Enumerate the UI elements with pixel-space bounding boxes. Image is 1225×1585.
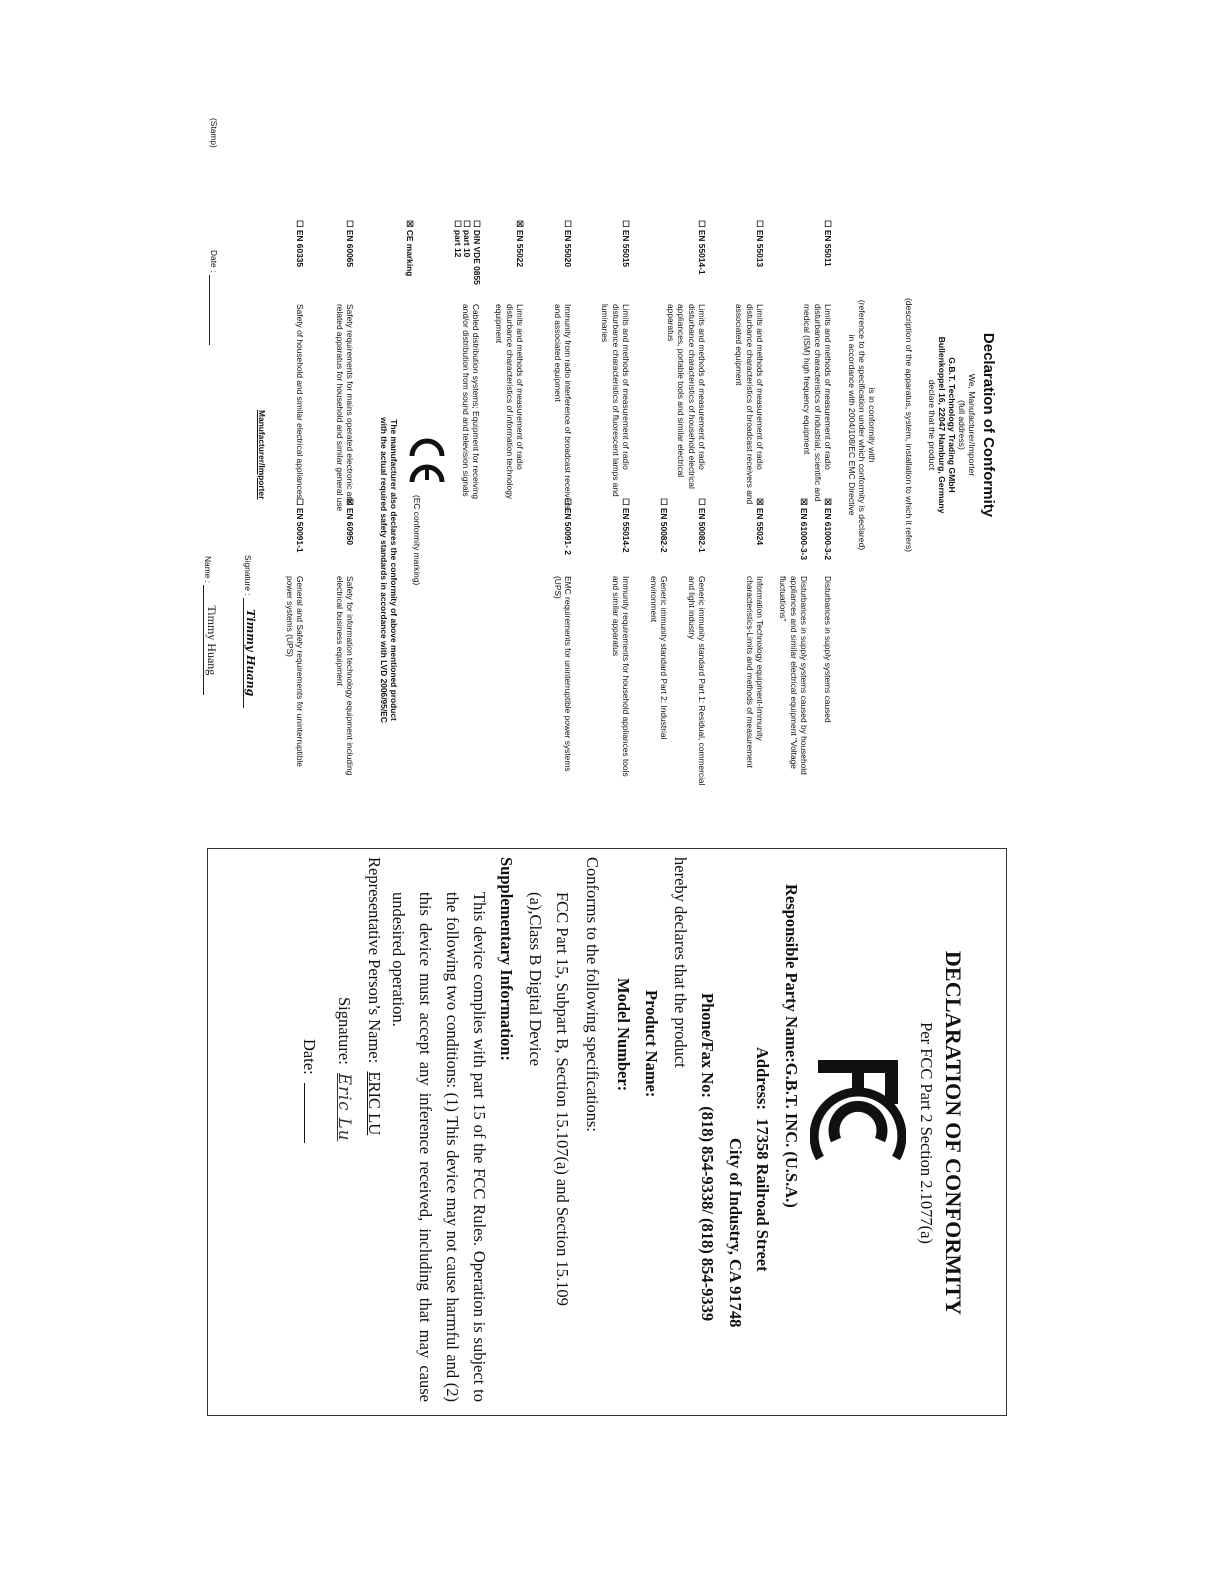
manufacturer-label: Manufacturer/Importer [257, 410, 267, 500]
standard-desc: Limits and methods of measurement of radio disturbance characteristics of household electrical appliances, portable tools and similar electrical apparatus [666, 304, 707, 489]
eu-line: (description of the apparatus, system, installation to which it refers) [904, 297, 914, 553]
product-name-label: Product Name: [642, 990, 661, 1098]
signature-label: Signature: [335, 997, 354, 1065]
eu-line: Bullenkoppel 16, 22047 Hamburg, Germany [937, 336, 947, 514]
standard-desc: Safety for information technology equipment including electrical business equipment [334, 576, 355, 776]
date-label: Date: [300, 1039, 319, 1075]
phone-row [697, 993, 717, 1321]
ce-mark-icon [409, 430, 445, 490]
eu-declaration [203, 100, 1005, 786]
standard-desc: Disturbances in supply systems caused [823, 576, 833, 723]
eu-date-row [209, 250, 219, 345]
phone-value: (818) 854-9338/ (818) 854-9339 [698, 1106, 717, 1322]
declares-line: hereby declares that the product [671, 857, 690, 1068]
ce-caption: (EC conformity marking) [412, 495, 422, 586]
fcc-signature-row [334, 997, 354, 1141]
standard-code: ☐ EN 55015 [621, 220, 631, 268]
stamp-label: (Stamp) [209, 118, 219, 148]
name-label: Name : [203, 556, 213, 583]
standard-desc: Information Technology equipment-Immunity characteristics-Limits and methods of measurement [744, 576, 765, 768]
standard-desc: Limits and methods of measurement of radio disturbance characteristics of broadcast receivers and associated equipment [734, 304, 765, 505]
standard-desc: General and Safety requirements for uninterruptible power systems (UPS) [284, 576, 305, 767]
signature-label: Signature : [243, 555, 253, 596]
standard-code: ☐ EN 50091-1 [295, 498, 305, 553]
conforms-line: Conforms to the following specifications: [583, 857, 602, 1132]
standard-desc: Limits and methods of measurement of radio disturbance characteristics of fluorescent lamps and luminaries [600, 304, 631, 497]
date-label: Date : [209, 250, 219, 273]
standard-code: ☐ EN 50082-1 [697, 498, 707, 553]
eu-line: declare that the product [927, 379, 937, 471]
standard-code: ☐ EN 55014-2 [621, 498, 631, 553]
date-line [209, 275, 210, 345]
date-line [304, 1083, 305, 1143]
standard-code: ☐ EN 60335 [295, 220, 305, 268]
representative-row [364, 857, 384, 1135]
representative-value: ERIC LU [365, 1071, 384, 1136]
standard-code: ☐ EN 50091- 2 [563, 498, 573, 555]
standard-code: ☐ DIN VDE 0855 ☐ part 10 ☐ part 12 [453, 220, 482, 285]
standard-code: ☐ EN 55013 [755, 220, 765, 268]
lvd-note [379, 380, 399, 760]
supplementary-text: This device complies with part 15 of the FCC Rules. Operation is subject to the following two conditions: (1) This device may not cause harmful and (2) this device must accept any inference received, including that may cause undesired operation. [389, 892, 489, 1402]
lvd-note-line: with the actual required safety standards in accordance with LVD 2006/95/EC [379, 417, 389, 723]
standard-desc: Generic immunity standard Part 2: Industrial environment [648, 576, 669, 740]
eu-line: in accordance with 2004/108/EC EMC Directive [847, 334, 857, 516]
spec-line: (a),Class B Digital Device [526, 892, 545, 1067]
spec-line: FCC Part 15, Subpart B, Section 15.107(a) and Section 15.109 [553, 892, 572, 1306]
address-label: Address: [753, 1047, 772, 1110]
standard-code: ☒ EN 60950 [345, 498, 355, 546]
standard-desc: Generic immunity standard Part 1: Residual, commercial and light industry [686, 576, 707, 786]
standard-code: ☐ EN 60065 [345, 220, 355, 268]
standard-desc: Cabled distribution systems; Equipment for receiving and/or distribution from sound and television signals [460, 304, 481, 500]
fcc-title: DECLARATION OF CONFORMITY [941, 950, 966, 1316]
eu-line: G.B.T. Technology Trading GMbH [947, 357, 957, 493]
responsible-party-row [781, 884, 801, 1208]
eu-line: is in conformity with [867, 387, 877, 463]
phone-label: Phone/Fax No: [698, 993, 717, 1098]
address-value: 17358 Railroad Street [753, 1118, 772, 1272]
standard-code: ☒ EN 55022 [515, 220, 525, 268]
eu-signature-row [243, 555, 257, 755]
signature-image: Timmy Huang [243, 598, 257, 708]
standard-desc: Safety requirements for mains operated electronic and related apparatus for household and similar general use [334, 304, 355, 512]
fcc-date-row [299, 1039, 319, 1143]
standard-code: ☐ EN 55011 [823, 220, 833, 267]
address-row [752, 1047, 772, 1272]
standard-desc: Immunity from radio interference of broadcast receivers and associated equipment [552, 304, 573, 510]
standard-code: ☐ EN 55014-1 [697, 220, 707, 275]
standard-code: ☒ EN 61000-3-3 [799, 498, 809, 560]
eu-line: (full address) [957, 400, 967, 450]
fcc-declaration [207, 848, 1007, 1416]
party-value: G.B.T. INC. (U.S.A.) [782, 1062, 801, 1208]
signature-image: Eric Lu [335, 1073, 354, 1142]
fcc-subtitle: Per FCC Part 2 Section 2.1077(a) [917, 1022, 936, 1244]
city-line: City of Industry, CA 91748 [726, 1138, 745, 1328]
standard-desc: Immunity requirements for household appliances tools and similar apparatus [610, 576, 631, 777]
eu-line: (reference to the specification under which conformity is declared) [857, 299, 867, 551]
standard-code: ☐ EN 50082-2 [659, 498, 669, 553]
name-value: Timmy Huang [203, 585, 219, 695]
eu-name-row [203, 556, 219, 695]
eu-line: We, Manufacturer/Importer [967, 373, 977, 477]
standard-code: ☒ CE marking [405, 220, 415, 277]
representative-label: Representative Person’s Name: [365, 857, 384, 1064]
standard-desc: Safety of household and similar electrical appliances [295, 304, 305, 499]
standard-desc: EMC requirements for uninterruptible power systems (UPS) [552, 576, 573, 772]
fcc-logo-icon [810, 1054, 906, 1174]
standard-desc: Limits and methods of measurement of radio disturbance characteristics of information technology equipment [494, 304, 525, 500]
supplementary-heading: Supplementary Information: [497, 857, 516, 1061]
standard-code: ☒ EN 55024 [755, 498, 765, 546]
party-label: Responsible Party Name: [782, 884, 801, 1063]
standard-desc: Disturbances in supply systems caused by household appliances and similar electrical equipment "Voltage fluctuations" [778, 576, 809, 775]
eu-title: Declaration of Conformity [980, 332, 997, 518]
standard-desc: Limits and methods of measurement of radio disturbance characteristics of industrial, scientific and medical (ISM) high frequency equipment [802, 304, 833, 502]
standard-code: ☐ EN 55020 [563, 220, 573, 268]
lvd-note-line: The manufacturer also declares the conformity of above mentioned product [389, 419, 399, 721]
model-number-label: Model Number: [614, 978, 633, 1092]
standard-code: ☒ EN 61000-3-2 [823, 498, 833, 560]
